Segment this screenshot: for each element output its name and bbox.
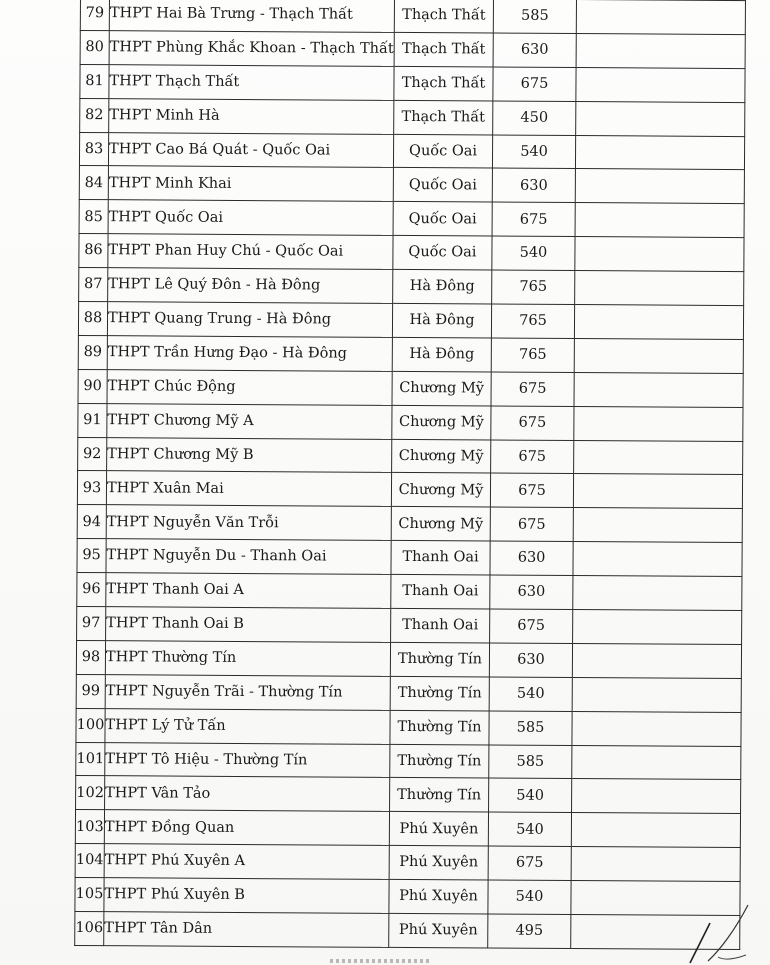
row-number: 81 xyxy=(80,64,109,98)
row-number: 91 xyxy=(78,403,107,437)
school-quota-table xyxy=(74,0,746,950)
enrollment-quota: 630 xyxy=(489,643,572,677)
district-name: Thạch Thất xyxy=(394,0,493,33)
blank-cell xyxy=(575,237,744,272)
table-row xyxy=(80,30,745,68)
table-row xyxy=(78,369,743,407)
enrollment-quota: 630 xyxy=(492,168,575,202)
blank-cell xyxy=(574,305,743,340)
enrollment-quota: 675 xyxy=(493,67,576,101)
school-name: THPT Nguyễn Văn Trỗi xyxy=(106,505,391,541)
school-name: THPT Chương Mỹ B xyxy=(107,437,392,473)
district-name: Quốc Oai xyxy=(393,202,492,236)
enrollment-quota: 675 xyxy=(491,406,574,440)
blank-cell xyxy=(572,677,741,712)
row-number: 84 xyxy=(79,166,108,200)
row-number: 103 xyxy=(75,810,104,844)
district-name: Thanh Oai xyxy=(391,575,490,609)
table-row xyxy=(76,742,741,780)
blank-cell xyxy=(576,101,745,136)
district-name: Chương Mỹ xyxy=(391,507,490,541)
school-name: THPT Thạch Thất xyxy=(109,64,394,100)
enrollment-quota: 630 xyxy=(490,575,573,609)
table-row xyxy=(80,98,745,136)
blank-cell xyxy=(576,67,745,102)
school-name: THPT Phú Xuyên B xyxy=(104,878,389,914)
row-number: 94 xyxy=(77,505,106,539)
enrollment-quota: 585 xyxy=(489,745,572,779)
enrollment-quota: 585 xyxy=(493,0,576,33)
table-row xyxy=(75,878,740,916)
row-number: 97 xyxy=(77,607,106,641)
table-row xyxy=(77,607,742,645)
row-number: 106 xyxy=(75,912,104,946)
school-name: THPT Tân Dân xyxy=(104,912,389,948)
district-name: Thanh Oai xyxy=(391,608,490,642)
district-name: Thanh Oai xyxy=(391,541,490,575)
enrollment-quota: 630 xyxy=(490,541,573,575)
blank-cell xyxy=(573,542,742,577)
row-number: 100 xyxy=(76,708,105,742)
blank-cell xyxy=(575,271,744,306)
row-number: 101 xyxy=(76,742,105,776)
blank-cell xyxy=(573,508,742,543)
enrollment-quota: 675 xyxy=(488,846,571,880)
district-name: Phú Xuyên xyxy=(389,812,488,846)
district-name: Chương Mỹ xyxy=(391,473,490,507)
row-number: 105 xyxy=(75,878,104,912)
district-name: Chương Mỹ xyxy=(392,405,491,439)
blank-cell xyxy=(575,169,744,204)
school-name: THPT Minh Khai xyxy=(108,166,393,202)
row-number: 95 xyxy=(77,539,106,573)
school-name: THPT Thanh Oai B xyxy=(106,607,391,643)
table-row xyxy=(76,708,741,746)
table-row xyxy=(77,505,742,543)
district-name: Thường Tín xyxy=(390,778,489,812)
district-name: Chương Mỹ xyxy=(392,439,491,473)
table-row xyxy=(75,844,740,882)
district-name: Phú Xuyên xyxy=(389,913,488,947)
row-number: 80 xyxy=(80,30,109,64)
enrollment-quota: 675 xyxy=(490,473,573,507)
enrollment-quota: 495 xyxy=(488,914,571,948)
row-number: 90 xyxy=(78,369,107,403)
row-number: 83 xyxy=(79,132,108,166)
enrollment-quota: 585 xyxy=(489,711,572,745)
row-number: 79 xyxy=(80,0,109,31)
table-row xyxy=(80,64,745,102)
district-name: Hà Đông xyxy=(393,270,492,304)
row-number: 102 xyxy=(76,776,105,810)
enrollment-quota: 765 xyxy=(491,338,574,372)
table-row xyxy=(79,132,744,170)
table-row xyxy=(78,302,743,340)
row-number: 88 xyxy=(78,302,107,336)
school-name: THPT Quang Trung - Hà Đông xyxy=(107,302,392,338)
table-row xyxy=(76,776,741,814)
school-name: THPT Minh Hà xyxy=(109,98,394,134)
school-name: THPT Tô Hiệu - Thường Tín xyxy=(105,742,390,778)
scan-artifact xyxy=(330,959,430,963)
school-name: THPT Trần Hưng Đạo - Hà Đông xyxy=(107,336,392,372)
enrollment-quota: 675 xyxy=(492,202,575,236)
district-name: Chương Mỹ xyxy=(392,371,491,405)
school-name: THPT Phú Xuyên A xyxy=(104,844,389,880)
enrollment-quota: 675 xyxy=(491,372,574,406)
table-row xyxy=(77,573,742,611)
enrollment-quota: 675 xyxy=(490,507,573,541)
table-row xyxy=(79,200,744,238)
blank-cell xyxy=(573,576,742,611)
blank-cell xyxy=(576,33,745,68)
blank-cell xyxy=(574,372,743,407)
row-number: 104 xyxy=(75,844,104,878)
table-row xyxy=(77,539,742,577)
school-name: THPT Phùng Khắc Khoan - Thạch Thất xyxy=(109,31,394,67)
blank-cell xyxy=(575,203,744,238)
blank-cell xyxy=(574,440,743,475)
table-row xyxy=(76,640,741,678)
pen-mark-icon xyxy=(650,895,760,965)
district-name: Thường Tín xyxy=(390,710,489,744)
blank-cell xyxy=(573,610,742,645)
enrollment-quota: 765 xyxy=(492,270,575,304)
district-name: Thạch Thất xyxy=(394,66,493,100)
school-name: THPT Nguyễn Trãi - Thường Tín xyxy=(105,674,390,710)
row-number: 89 xyxy=(78,335,107,369)
table-row xyxy=(76,674,741,712)
school-name: THPT Chúc Động xyxy=(107,369,392,405)
district-name: Thường Tín xyxy=(390,676,489,710)
district-name: Phú Xuyên xyxy=(389,880,488,914)
blank-cell xyxy=(575,135,744,170)
row-number: 96 xyxy=(77,573,106,607)
school-name: THPT Quốc Oai xyxy=(108,200,393,236)
blank-cell xyxy=(572,745,741,780)
table-row xyxy=(78,335,743,373)
row-number: 99 xyxy=(76,674,105,708)
row-number: 85 xyxy=(79,200,108,234)
table-row xyxy=(78,437,743,475)
school-name: THPT Xuân Mai xyxy=(106,471,391,507)
row-number: 82 xyxy=(80,98,109,132)
enrollment-quota: 765 xyxy=(491,304,574,338)
enrollment-quota: 540 xyxy=(488,880,571,914)
blank-cell xyxy=(572,779,741,814)
school-name: THPT Chương Mỹ A xyxy=(107,403,392,439)
table-body xyxy=(75,0,746,949)
table-row xyxy=(78,403,743,441)
enrollment-quota: 630 xyxy=(493,33,576,67)
blank-cell xyxy=(574,406,743,441)
school-name: THPT Lê Quý Đôn - Hà Đông xyxy=(108,268,393,304)
blank-cell xyxy=(573,474,742,509)
enrollment-quota: 450 xyxy=(493,101,576,135)
district-name: Hà Đông xyxy=(392,337,491,371)
enrollment-quota: 540 xyxy=(488,812,571,846)
table-row xyxy=(79,234,744,272)
district-name: Thường Tín xyxy=(390,744,489,778)
enrollment-quota: 540 xyxy=(489,677,572,711)
school-name: THPT Thường Tín xyxy=(105,641,390,677)
enrollment-quota: 675 xyxy=(490,609,573,643)
blank-cell xyxy=(571,847,740,882)
school-name: THPT Hai Bà Trưng - Thạch Thất xyxy=(109,0,394,32)
district-name: Thạch Thất xyxy=(394,100,493,134)
row-number: 92 xyxy=(78,437,107,471)
district-name: Hà Đông xyxy=(392,303,491,337)
school-name: THPT Vân Tảo xyxy=(105,776,390,812)
district-name: Thạch Thất xyxy=(394,32,493,66)
school-name: THPT Lý Tử Tấn xyxy=(105,708,390,744)
district-name: Quốc Oai xyxy=(393,134,492,168)
row-number: 98 xyxy=(76,640,105,674)
district-name: Phú Xuyên xyxy=(389,846,488,880)
table-row xyxy=(79,166,744,204)
table-row xyxy=(80,0,745,34)
enrollment-quota: 540 xyxy=(492,236,575,270)
blank-cell xyxy=(571,813,740,848)
school-name: THPT Phan Huy Chú - Quốc Oai xyxy=(108,234,393,270)
blank-cell xyxy=(572,643,741,678)
table-row xyxy=(79,268,744,306)
blank-cell xyxy=(576,0,745,34)
row-number: 93 xyxy=(77,471,106,505)
blank-cell xyxy=(574,338,743,373)
school-name: THPT Nguyễn Du - Thanh Oai xyxy=(106,539,391,575)
table-row xyxy=(75,810,740,848)
table-row xyxy=(77,471,742,509)
enrollment-quota: 540 xyxy=(492,135,575,169)
enrollment-quota: 675 xyxy=(491,440,574,474)
school-name: THPT Đồng Quan xyxy=(104,810,389,846)
district-name: Thường Tín xyxy=(390,642,489,676)
row-number: 86 xyxy=(79,234,108,268)
school-name: THPT Cao Bá Quát - Quốc Oai xyxy=(108,132,393,168)
school-name: THPT Thanh Oai A xyxy=(106,573,391,609)
blank-cell xyxy=(572,711,741,746)
enrollment-quota: 540 xyxy=(489,778,572,812)
row-number: 87 xyxy=(79,268,108,302)
district-name: Quốc Oai xyxy=(393,168,492,202)
district-name: Quốc Oai xyxy=(393,236,492,270)
table-row xyxy=(75,912,740,950)
